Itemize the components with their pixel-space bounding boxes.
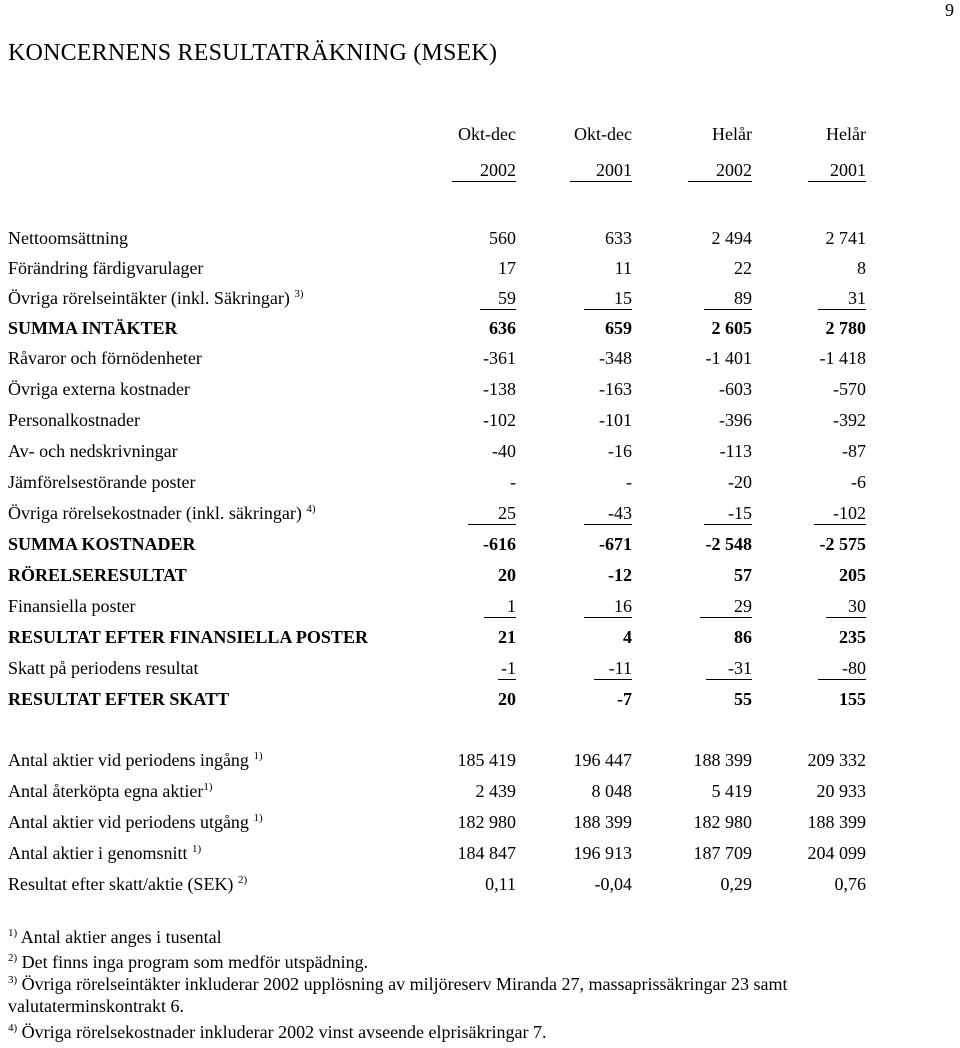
value-cell: 8 (857, 258, 866, 278)
row-label: Finansiella poster (8, 596, 136, 616)
sum-underline (818, 679, 866, 680)
value-cell: -40 (492, 441, 516, 461)
value-cell: 11 (614, 258, 632, 278)
value-cell: 205 (839, 565, 866, 585)
value-cell: -0,04 (594, 874, 632, 894)
row-label: SUMMA KOSTNADER (8, 534, 196, 554)
value-cell: - (626, 472, 632, 492)
value-cell: 16 (614, 596, 632, 616)
sum-underline (818, 309, 866, 310)
table-row (0, 348, 960, 372)
footnote-mark: 2) (8, 952, 18, 964)
value-cell: -43 (608, 503, 632, 523)
value-cell: 209 332 (807, 750, 866, 770)
page-number: 9 (945, 0, 954, 20)
header-year: 2001 (830, 160, 866, 180)
footnote-text: Övriga rörelseintäkter inkluderar 2002 upplösning av miljöreserv Miranda 27, massaprissäkringar 23 samt valutaterminskontrakt 6. (8, 974, 788, 1016)
value-cell: 636 (489, 318, 516, 338)
header-periods (0, 124, 960, 148)
value-cell: 0,11 (485, 874, 516, 894)
row-label: Resultat efter skatt/aktie (SEK) $^{2)}$ (8, 874, 248, 894)
sum-underline (484, 617, 516, 618)
value-cell: 89 (734, 288, 752, 308)
header-year: 2002 (480, 160, 516, 180)
table-row (0, 318, 960, 342)
value-cell: 59 (498, 288, 516, 308)
value-cell: 22 (734, 258, 752, 278)
value-cell: -11 (608, 658, 632, 678)
table-row (0, 627, 960, 651)
page-title: KONCERNENS RESULTATRÄKNING (MSEK) (8, 40, 498, 66)
value-cell: 560 (489, 228, 516, 248)
value-cell: -87 (842, 441, 866, 461)
value-cell: 659 (605, 318, 632, 338)
footnote-ref: 1) (253, 750, 263, 762)
share-row (0, 874, 960, 898)
header-period: Okt-dec (574, 124, 632, 144)
value-cell: 86 (734, 627, 752, 647)
footnote (8, 973, 948, 1017)
header-period: Helår (826, 124, 866, 144)
header-underline (570, 181, 632, 182)
value-cell: 196 913 (573, 843, 632, 863)
value-cell: -6 (851, 472, 866, 492)
share-row (0, 781, 960, 805)
row-label: RÖRELSERESULTAT (8, 565, 187, 585)
footnote (8, 926, 948, 948)
value-cell: 184 847 (457, 843, 516, 863)
row-label: SUMMA INTÄKTER (8, 318, 178, 338)
row-label: Personalkostnader (8, 410, 140, 430)
value-cell: -31 (728, 658, 752, 678)
row-label: Av- och nedskrivningar (8, 441, 178, 461)
value-cell: 57 (734, 565, 752, 585)
table-row (0, 472, 960, 496)
footnote (8, 1021, 948, 1043)
value-cell: 20 (498, 689, 516, 709)
value-cell: 30 (848, 596, 866, 616)
row-label: Nettoomsättning (8, 228, 128, 248)
value-cell: 5 419 (711, 781, 752, 801)
header-year: 2002 (716, 160, 752, 180)
sum-underline (584, 309, 632, 310)
value-cell: 182 980 (693, 812, 752, 832)
value-cell: 0,29 (720, 874, 752, 894)
value-cell: 204 099 (807, 843, 866, 863)
share-row (0, 812, 960, 836)
value-cell: -16 (608, 441, 632, 461)
row-label: Antal aktier vid periodens ingång $^{1)}$ (8, 750, 263, 770)
value-cell: -1 (501, 658, 516, 678)
value-cell: -1 418 (819, 348, 866, 368)
row-label: Antal aktier vid periodens utgång $^{1)}$ (8, 812, 263, 832)
value-cell: 188 399 (693, 750, 752, 770)
footnote-ref: 2) (237, 874, 248, 886)
row-label: Övriga externa kostnader (8, 379, 190, 399)
value-cell: 20 933 (816, 781, 866, 801)
sum-underline (706, 679, 752, 680)
value-cell: -20 (728, 472, 752, 492)
sum-underline (814, 524, 866, 525)
value-cell: -2 548 (705, 534, 752, 554)
row-label: Antal återköpta egna aktier$^{1)}$ (8, 781, 213, 801)
row-label: Förändring färdigvarulager (8, 258, 204, 278)
value-cell: -361 (483, 348, 516, 368)
value-cell: 187 709 (693, 843, 752, 863)
value-cell: 185 419 (457, 750, 516, 770)
row-label: RESULTAT EFTER FINANSIELLA POSTER (8, 627, 368, 647)
value-cell: 2 605 (711, 318, 752, 338)
value-cell: -12 (608, 565, 632, 585)
share-row (0, 750, 960, 774)
value-cell: 15 (614, 288, 632, 308)
value-cell: 182 980 (457, 812, 516, 832)
share-row (0, 843, 960, 867)
footnote-ref: 1) (253, 812, 263, 824)
row-label: Övriga rörelseintäkter (inkl. Säkringar) $^{3)}$ (8, 288, 304, 308)
value-cell: -101 (599, 410, 632, 430)
value-cell: 31 (848, 288, 866, 308)
sum-underline (498, 679, 516, 680)
value-cell: -616 (483, 534, 516, 554)
table-row (0, 596, 960, 620)
value-cell: -163 (599, 379, 632, 399)
sum-underline (584, 524, 632, 525)
value-cell: 20 (498, 565, 516, 585)
header-underline (452, 181, 516, 182)
value-cell: 155 (839, 689, 866, 709)
value-cell: 1 (507, 596, 516, 616)
value-cell: -396 (719, 410, 752, 430)
value-cell: -603 (719, 379, 752, 399)
sum-underline (468, 524, 516, 525)
header-year: 2001 (596, 160, 632, 180)
row-label: Skatt på periodens resultat (8, 658, 199, 678)
value-cell: 2 780 (825, 318, 866, 338)
table-row (0, 534, 960, 558)
table-row (0, 288, 960, 312)
value-cell: -392 (833, 410, 866, 430)
value-cell: 2 439 (475, 781, 516, 801)
footnote-mark: 4) (8, 1022, 18, 1034)
table-row (0, 565, 960, 589)
value-cell: 188 399 (573, 812, 632, 832)
value-cell: -15 (728, 503, 752, 523)
value-cell: 21 (498, 627, 516, 647)
table-row (0, 658, 960, 682)
table-row (0, 441, 960, 465)
value-cell: 188 399 (807, 812, 866, 832)
footnote-text: Övriga rörelsekostnader inkluderar 2002 vinst avseende elprisäkringar 7. (21, 1022, 547, 1042)
header-underline (808, 181, 866, 182)
row-label: Övriga rörelsekostnader (inkl. säkringar) $^{4)}$ (8, 503, 316, 523)
value-cell: -138 (483, 379, 516, 399)
sum-underline (594, 679, 632, 680)
value-cell: -570 (833, 379, 866, 399)
footnote-text: Det finns inga program som medför utspädning. (21, 952, 369, 972)
header-underline (688, 181, 752, 182)
value-cell: 633 (605, 228, 632, 248)
value-cell: 8 048 (591, 781, 632, 801)
value-cell: 17 (498, 258, 516, 278)
value-cell: 4 (623, 627, 632, 647)
value-cell: -102 (833, 503, 866, 523)
table-row (0, 410, 960, 434)
sum-underline (700, 617, 752, 618)
sum-underline (704, 524, 752, 525)
footnote-ref: 1) (191, 843, 202, 855)
table-row (0, 689, 960, 713)
sum-underline (480, 309, 516, 310)
value-cell: 55 (734, 689, 752, 709)
footnote-mark: 3) (8, 974, 18, 986)
value-cell: - (510, 472, 516, 492)
footnote-ref: 3) (294, 288, 304, 300)
table-row (0, 258, 960, 282)
value-cell: 29 (734, 596, 752, 616)
header-years (0, 160, 960, 184)
value-cell: 2 494 (711, 228, 752, 248)
sum-underline (826, 617, 866, 618)
table-row (0, 228, 960, 252)
value-cell: -2 575 (819, 534, 866, 554)
footnote-text: Antal aktier anges i tusental (20, 927, 222, 947)
sum-underline (704, 309, 752, 310)
value-cell: -80 (842, 658, 866, 678)
footnote-ref: 1) (203, 781, 213, 793)
value-cell: -7 (617, 689, 632, 709)
value-cell: -671 (599, 534, 632, 554)
value-cell: -1 401 (705, 348, 752, 368)
header-period: Okt-dec (458, 124, 516, 144)
footnote (8, 951, 948, 973)
sum-underline (584, 617, 632, 618)
header-period: Helår (712, 124, 752, 144)
value-cell: -102 (483, 410, 516, 430)
table-row (0, 503, 960, 527)
value-cell: 196 447 (573, 750, 632, 770)
row-label: Råvaror och förnödenheter (8, 348, 202, 368)
footnote-ref: 4) (306, 503, 316, 515)
value-cell: 0,76 (834, 874, 866, 894)
row-label: RESULTAT EFTER SKATT (8, 689, 230, 709)
value-cell: -113 (719, 441, 752, 461)
value-cell: 2 741 (825, 228, 866, 248)
row-label: Antal aktier i genomsnitt $^{1)}$ (8, 843, 202, 863)
value-cell: 235 (839, 627, 866, 647)
value-cell: -348 (599, 348, 632, 368)
table-row (0, 379, 960, 403)
value-cell: 25 (498, 503, 516, 523)
footnote-mark: 1) (8, 927, 18, 939)
row-label: Jämförelsestörande poster (8, 472, 196, 492)
